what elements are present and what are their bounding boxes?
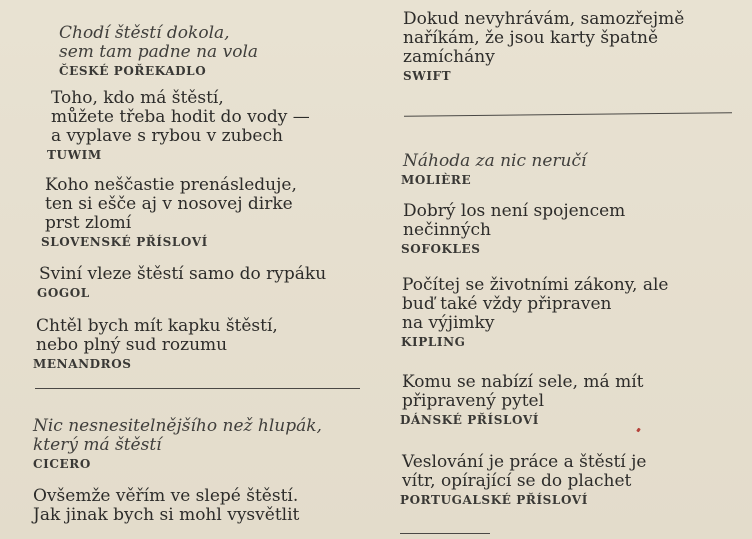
quote-text: Toho, kdo má štěstí, můžete třeba hodit do vody — a vyplave s rybou v zubech: [51, 88, 310, 146]
quote-entry: [392, 373, 732, 427]
quote-source: MENANDROS: [33, 357, 132, 371]
quote-source: SLOVENSKÉ PŘÍSLOVÍ: [41, 235, 208, 249]
quote-source: SOFOKLES: [401, 242, 481, 256]
quote-text: Chodí štěstí dokola, sem tam padne na vola: [59, 23, 259, 62]
quote-entry: [392, 202, 732, 256]
quote-text: Komu se nabízí sele, má mít připravený pytel: [402, 372, 644, 411]
quote-text: Ovšemže věřím ve slepé štěstí. Jak jinak bych si mohl vysvětlit: [33, 486, 300, 525]
quote-entry: [392, 152, 732, 187]
section-divider: [400, 533, 490, 534]
quote-text: Dokud nevyhrávám, samozřejmě naříkám, že jsou karty špatně zamíchány: [403, 9, 685, 67]
quote-entry: [33, 176, 373, 249]
quote-entry: [33, 417, 373, 471]
quote-source: DÁNSKÉ PŘÍSLOVÍ: [400, 413, 539, 427]
quote-source: PORTUGALSKÉ PŘÍSLOVÍ: [400, 493, 588, 507]
quote-entry: [392, 453, 732, 507]
section-divider: [35, 388, 360, 389]
quote-entry: [33, 487, 373, 525]
quote-text: Koho neščastie prenásleduje, ten si ešče aj v nosovej dirke prst zlomí: [45, 175, 297, 233]
quote-text: Nic nesnesitelnějšího než hlupák, který má štěstí: [33, 416, 322, 455]
quote-text: Chtěl bych mít kapku štěstí, nebo plný sud rozumu: [36, 316, 278, 355]
ink-speck: [636, 428, 641, 433]
quote-text: Náhoda za nic neručí: [403, 151, 587, 171]
quote-source: TUWIM: [47, 148, 102, 162]
quote-source: MOLIÈRE: [401, 173, 472, 187]
section-divider: [404, 112, 732, 116]
quote-entry: [392, 276, 732, 349]
quote-entry: [392, 10, 732, 83]
quote-entry: [33, 265, 373, 300]
quote-entry: [33, 317, 373, 371]
quote-entry: [33, 24, 373, 78]
quote-text: Počítej se životními zákony, ale buď také vždy připraven na výjimky: [402, 275, 669, 333]
quote-entry: [33, 89, 373, 162]
quote-source: CICERO: [33, 457, 91, 471]
quote-text: Veslování je práce a štěstí je vítr, opírající se do plachet: [402, 452, 647, 491]
quote-source: SWIFT: [403, 69, 452, 83]
quote-text: Dobrý los není spojencem nečinných: [403, 201, 626, 240]
quote-text: Sviní vleze štěstí samo do rypáku: [39, 264, 327, 284]
quote-source: GOGOL: [37, 286, 90, 300]
quote-source: ČESKÉ POŘEKADLO: [59, 64, 207, 78]
quote-source: KIPLING: [401, 335, 466, 349]
